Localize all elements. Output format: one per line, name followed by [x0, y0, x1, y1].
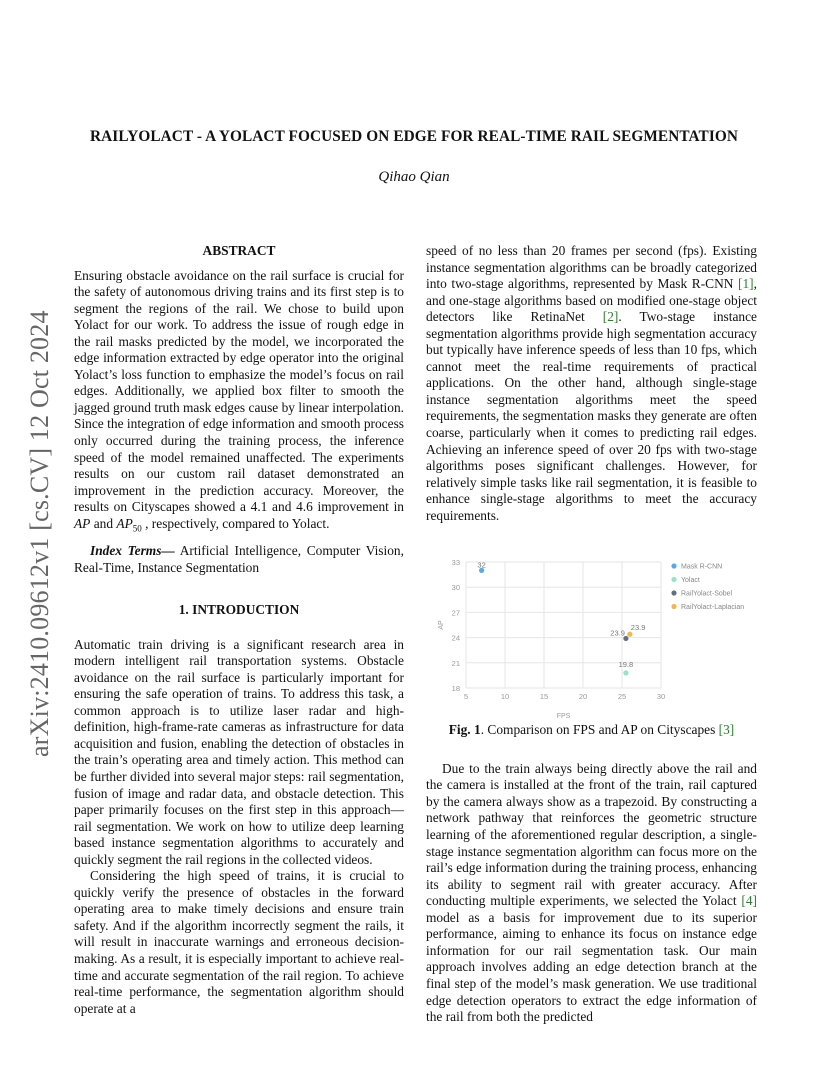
citation-4[interactable]: [4]	[741, 893, 757, 909]
citation-1[interactable]: [1]	[738, 276, 754, 292]
x-tick-label: 15	[539, 692, 549, 702]
x-axis-label: FPS	[556, 713, 571, 721]
y-tick-label: 27	[451, 608, 460, 618]
paper-title: RAILYOLACT - A YOLACT FOCUSED ON EDGE FOR REAL-TIME RAIL SEGMENTATION	[89, 128, 739, 145]
intro-paragraph-1: Automatic train driving is a significant research area in modern intelligent rail transportation systems. Obstacle avoidance on the rail surface is particularly important for ensuring the safe operation of trains. To address this task, a common approach is to utilize laser radar and high-definition, high-frame-rate cameras as infrastructure for data acquisition and fusion, enabling the detection of obstacles in the train’s operating area and timely action. This method can be further divided into several major steps: rail segmentation, fusion of image and radar data, and obstacle detection. This paper primarily focuses on the first step in this approach—rail segmentation. We work on how to utilize deep learning based instance segmentation algorithms to accurately and quickly segment the rail regions in the collected videos.	[74, 636, 404, 867]
x-tick-label: 20	[578, 692, 588, 702]
right-column	[426, 243, 757, 1026]
y-tick-label: 18	[451, 684, 460, 694]
intro-paragraph-2: Considering the high speed of trains, it is crucial to quickly verify the presence of obstacles in the forward operating area to make timely decisions and ensure train safety. And if the algorithm incorrectly segment the rails, it will result in inaccurate warnings and erroneous decision-making. As a result, it is especially important to achieve real-time and accurate segmentation of the rail region. To achieve real-time performance, the segmentation algorithm should operate at a	[74, 868, 404, 1016]
paper-author: Qihao Qian	[378, 169, 450, 185]
citation-2[interactable]: [2]	[602, 309, 619, 325]
legend-entry: Mask R-CNN	[681, 563, 723, 571]
legend-entry: Yolact	[681, 577, 700, 585]
right-paragraph-1: speed of no less than 20 frames per second (fps). Existing instance segmentation algorithms can be broadly categorized into two-stage algorithms, represented by Mask R-CNN [1], and one-stage algorithms based on modified one-stage object detectors like RetinaNet [2]. Two-stage instance segmentation algorithms provide high segmentation accuracy but typically have inference speeds of less than 10 fps, which cannot meet the real-time requirements of practical applications. On the other hand, although single-stage instance segmentation algorithms meet the speed requirements, the segmentation masks they generate are often coarse, particularly when it comes to predicting rail edges. Achieving an inference speed of over 20 fps with two-stage algorithms poses significant challenges. However, for relatively simple tasks like rail segmentation, it is feasible to enhance single-stage algorithms to meet the accuracy requirements.	[426, 243, 757, 523]
index-terms: Index Terms— Artificial Intelligence, Computer Vision, Real-Time, Instance Segmentation	[74, 542, 404, 575]
data-label: 23.9	[610, 628, 625, 638]
legend-entry: RailYolact-Sobel	[681, 590, 733, 598]
y-tick-label: 21	[451, 659, 460, 669]
legend-marker	[671, 591, 676, 596]
legend-marker	[671, 577, 676, 582]
data-label: 23.9	[630, 623, 646, 633]
x-tick-label: 30	[656, 692, 666, 702]
data-label: 19.8	[618, 660, 634, 670]
abstract-text: Ensuring obstacle avoidance on the rail surface is crucial for the safety of autonomous driving trains and its first step is to segment the regions of the rail. We chose to build upon Yolact for our work. To address the issue of rough edge in the rail masks predicted by the model, we incorporated the edge information extracted by edge operator into the original Yolact’s loss function to emphasize the model’s focus on rail edges. Additionally, we applied box filter to smooth the jagged ground truth mask edges cause by linear interpolation. Since the integration of edge information and smooth process only occurred during the training process, the inference speed of the model remained unaffected. The experiments results on our custom rail dataset demonstrated an improvement in the prediction accuracy. Moreover, the results on Cityscapes showed a 4.1 and 4.6 improvement in AP and $AP_{50}$ , respectively, compared to Yolact.	[74, 267, 404, 534]
y-tick-label: 30	[451, 583, 460, 593]
legend-entry: RailYolact-Laplacian	[681, 604, 745, 612]
x-tick-label: 5	[463, 692, 469, 702]
y-tick-label: 33	[451, 558, 460, 568]
right-paragraph-2: Due to the train always being directly above the rail and the camera is installed at the front of the train, rail captured by the camera always show as a trapezoid. By constructing a network pathway that reinforces the geometric structure learning of the aforementioned regular description, a single-stage instance segmentation algorithm can focus more on the rail’s edge information during the training process, enhancing its ability to segment rail with greater accuracy. After conducting multiple experiments, we selected the Yolact [4] model as a basis for improvement due to its superior performance, aiming to enhance its focus on instance edge information for our rail segmentation task. Our main approach involves adding an edge detection branch at the final step of the model’s mask generation. We use traditional edge detection operators to extract the edge information of the rail from both the predicted	[426, 760, 757, 1025]
fps-ap-scatter-chart	[426, 552, 757, 722]
legend-marker	[671, 604, 676, 609]
data-point	[627, 632, 632, 637]
introduction-heading: 1. INTRODUCTION	[178, 602, 300, 618]
data-label: 32	[477, 560, 486, 570]
arxiv-id: arXiv:2410.09612v1 [cs.CV] 12 Oct 2024	[25, 310, 54, 757]
figure-caption: Fig. 1. Comparison on FPS and AP on Cityscapes [3]	[448, 722, 735, 738]
arxiv-watermark	[10, 287, 70, 757]
x-tick-label: 10	[500, 692, 510, 702]
data-point	[623, 671, 628, 676]
left-column	[74, 243, 404, 1017]
abstract-heading: ABSTRACT	[202, 243, 276, 258]
x-tick-label: 25	[617, 692, 627, 702]
citation-3[interactable]: [3]	[718, 722, 735, 738]
y-axis-label: AP	[438, 620, 445, 630]
legend-marker	[671, 564, 676, 569]
y-tick-label: 24	[451, 633, 460, 643]
figure-1	[426, 552, 757, 722]
